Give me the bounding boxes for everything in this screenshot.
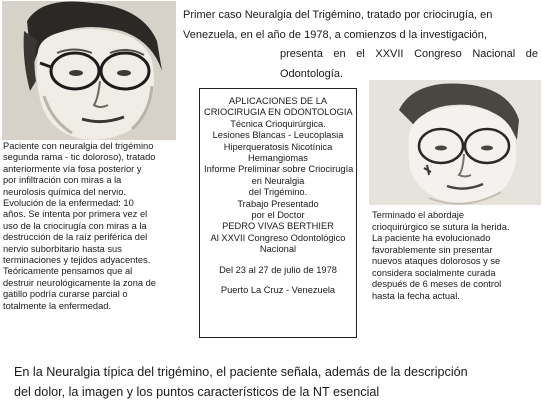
caption-before-treatment [3,141,190,312]
paper-title-box [199,88,357,338]
author-name: PEDRO VIVAS BERTHIER [222,221,334,232]
subtitle-line: Hiperqueratosis Nicotínica [223,141,333,152]
caption-line: destruir neurológicamente la zona de [3,277,156,288]
header-line: presenta en el XXVII Congreso Nacional de Odontología. [280,48,538,80]
caption-line: años. Se intenta por primera vez el [3,209,148,220]
caption-line: después de 6 meses de control [372,279,502,289]
patient-photo-after [369,80,541,205]
caption-line: favorablemente sin presentar [372,244,493,255]
caption-line: uso de la criocirugía con miras a la [3,220,147,231]
bottom-line: del dolor, la imagen y los puntos característicos de la NT esencial [14,385,380,399]
caption-after-treatment [372,210,538,302]
presented-line: Trabajo Presentado [237,198,319,209]
patient-photo-before [2,1,176,140]
header-line: Venezuela, en el año de 1978, a comienzos d la investigación, [183,28,487,41]
bottom-paragraph [14,362,534,402]
subtitle-line: del Trigémino. [248,187,308,198]
location-line: Puerto La Cruz - Venezuela [220,285,336,296]
congress-line: Nacional [259,244,297,255]
caption-line: por infiltración con miras a la [3,175,122,186]
patient-face-illustration [369,80,541,205]
caption-line: Teóricamente pensamos que al [3,266,133,277]
header-paragraph [183,6,538,84]
congress-line: Al XXVII Congreso Odontológico [210,232,346,243]
caption-line: La paciente ha evolucionado [372,233,491,243]
caption-line: totalmente la enfermedad. [3,300,112,311]
caption-line: anteriormente vía fosa posterior y [3,163,142,174]
caption-line: crioquirúrgico se sutura la herida. [372,221,510,232]
presented-line: por el Doctor [251,210,305,221]
patient-face-illustration [2,1,176,140]
caption-line: gatillo podría curarse parcial o [3,289,128,300]
subtitle-line: Informe Preliminar sobre Criocirugía [204,164,354,175]
caption-line: terminaciones y tejidos adyacentes. [3,255,151,266]
caption-line: nuevos ataques dolorosos y se [372,256,501,266]
caption-line: considera socialmente curada [372,267,496,278]
caption-line: Evolución de la enfermedad: 10 [3,198,134,209]
caption-line: destrucción de la raíz periférica del [3,232,148,243]
caption-line: hasta la fecha actual. [372,290,460,301]
bottom-line: En la Neuralgia típica del trigémino, el paciente señala, además de la descripción [14,365,468,379]
caption-line: Paciente con neuralgia del trigémino [3,141,154,151]
caption-line: neurolosis química del nervio. [3,186,126,197]
title-line: APLICACIONES DE LA [228,96,328,106]
header-line: Primer caso Neuralgia del Trigémino, tratado por criocirugía, en [183,9,493,21]
subtitle-line: Hemangiomas [248,153,308,164]
subtitle-line: Lesiones Blancas - Leucoplasia [212,130,344,141]
caption-line: segunda rama - tic doloroso), tratado [3,152,156,163]
subtitle-line: Técnica Crioquirúrgica. [230,118,326,129]
subtitle-line: en Neuralgia [251,175,305,186]
title-line: CRIOCIRUGIA EN ODONTOLOGIA [204,107,353,118]
caption-line: Terminado el abordaje [372,210,464,220]
caption-line: nervio suborbitario hasta sus [3,243,122,254]
date-line: Del 23 al 27 de julio de 1978 [219,264,337,275]
